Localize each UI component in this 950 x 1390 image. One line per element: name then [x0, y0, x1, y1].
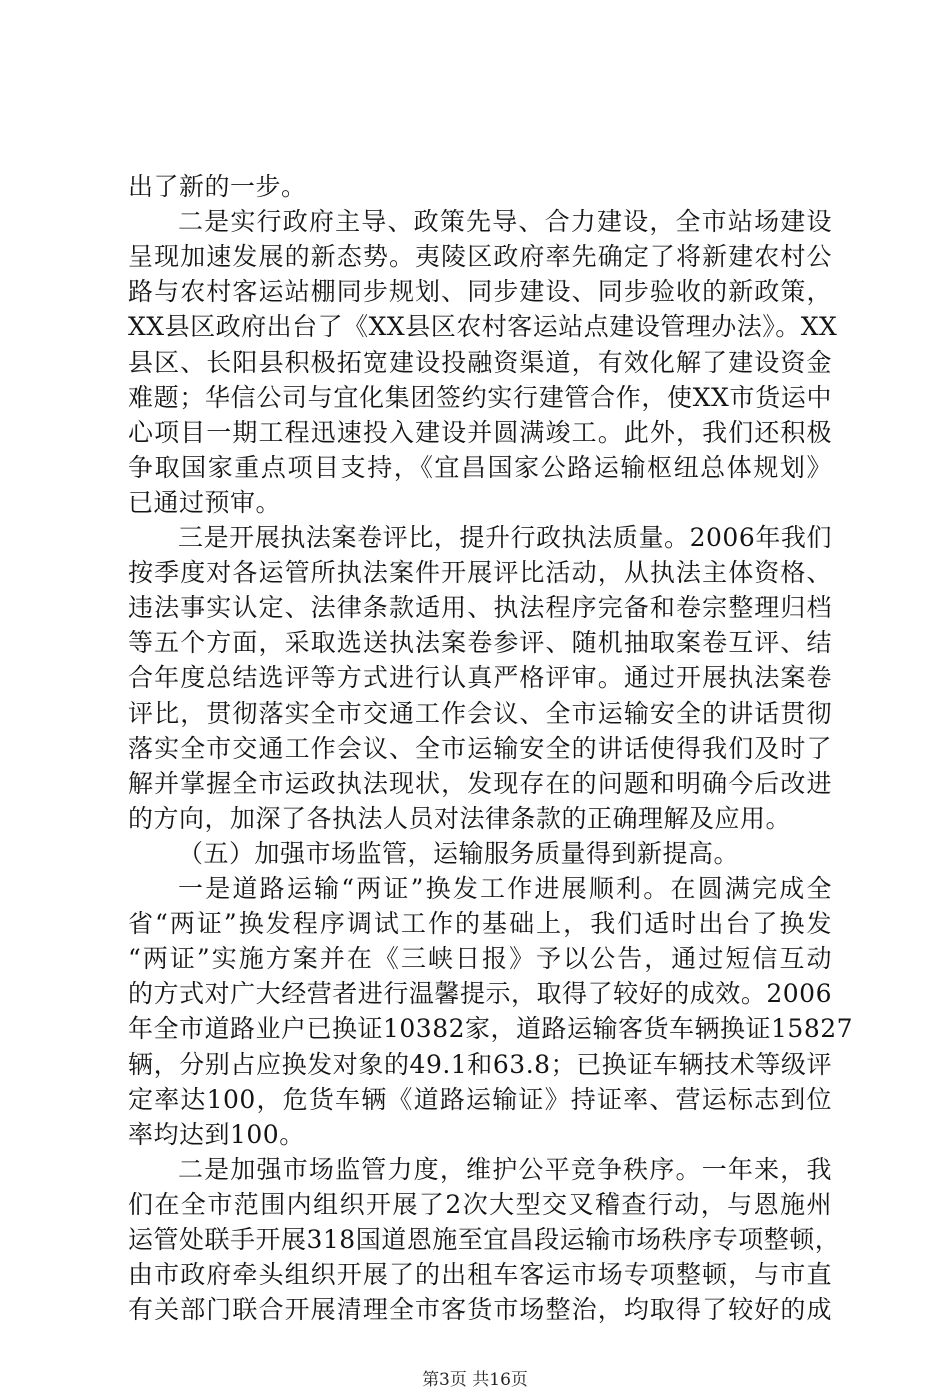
page-number-footer: 第3页 共16页 — [422, 1370, 528, 1390]
text-line: 有关部门联合开展清理全市客货市场整治，均取得了较好的成 — [128, 1295, 832, 1325]
text-line: 等五个方面，采取选送执法案卷参评、随机抽取案卷互评、结 — [128, 628, 832, 658]
text-line: 路与农村客运站棚同步规划、同步建设、同步验收的新政策， — [128, 277, 832, 307]
text-line: 争取国家重点项目支持，《宜昌国家公路运输枢纽总体规划》 — [128, 452, 832, 482]
text-line: 省“两证”换发程序调试工作的基础上，我们适时出台了换发 — [128, 909, 832, 939]
text-line: 违法事实认定、法律条款适用、执法程序完备和卷宗整理归档 — [128, 593, 832, 623]
text-line: “两证”实施方案并在《三峡日报》予以公告，通过短信互动 — [128, 944, 832, 974]
text-line: 评比，贯彻落实全市交通工作会议、全市运输安全的讲话贯彻 — [128, 698, 832, 728]
text-line: 辆，分别占应换发对象的49.1和63.8；已换证车辆技术等级评 — [128, 1049, 832, 1079]
text-line: 县区、长阳县积极拓宽建设投融资渠道，有效化解了建设资金 — [128, 347, 832, 377]
text-line: 三是开展执法案卷评比，提升行政执法质量。2006年我们 — [178, 523, 832, 552]
text-line: 一是道路运输“两证”换发工作进展顺利。在圆满完成全 — [178, 874, 832, 903]
text-line: 率均达到100。 — [128, 1119, 305, 1149]
text-line: 难题；华信公司与宜化集团签约实行建管合作，使XX市货运中 — [128, 382, 832, 412]
text-line: 运管处联手开展318国道恩施至宜昌段运输市场秩序专项整顿， — [128, 1225, 841, 1254]
text-line: 的方式对广大经营者进行温馨提示，取得了较好的成效。2006 — [128, 979, 832, 1009]
text-line: 落实全市交通工作会议、全市运输安全的讲话使得我们及时了 — [128, 733, 832, 763]
text-line: 二是实行政府主导、政策先导、合力建设，全市站场建设 — [178, 207, 832, 237]
text-line: 年全市道路业户已换证10382家，道路运输客货车辆换证15827 — [128, 1014, 854, 1044]
text-line: 由市政府牵头组织开展了的出租车客运市场专项整顿，与市直 — [128, 1260, 832, 1290]
text-line: 出了新的一步。 — [128, 172, 307, 201]
text-line: 呈现加速发展的新态势。夷陵区政府率先确定了将新建农村公 — [128, 242, 832, 272]
section-heading: （五）加强市场监管，运输服务质量得到新提高。 — [178, 838, 740, 868]
text-line: 心项目一期工程迅速投入建设并圆满竣工。此外，我们还积极 — [128, 417, 832, 447]
text-line: 定率达100，危货车辆《道路运输证》持证率、营运标志到位 — [128, 1084, 832, 1114]
text-line: 的方向，加深了各执法人员对法律条款的正确理解及应用。 — [128, 803, 792, 833]
text-line: 解并掌握全市运政执法现状，发现存在的问题和明确今后改进 — [128, 768, 832, 798]
text-line: 已通过预审。 — [128, 487, 282, 517]
text-line: 按季度对各运管所执法案件开展评比活动，从执法主体资格、 — [128, 558, 832, 588]
text-line: 们在全市范围内组织开展了2次大型交叉稽查行动，与恩施州 — [128, 1189, 832, 1219]
text-line: 合年度总结选评等方式进行认真严格评审。通过开展执法案卷 — [128, 663, 832, 693]
text-line: 二是加强市场监管力度，维护公平竞争秩序。一年来，我 — [178, 1154, 832, 1184]
text-line: XX县区政府出台了《XX县区农村客运站点建设管理办法》。XX — [128, 312, 838, 342]
